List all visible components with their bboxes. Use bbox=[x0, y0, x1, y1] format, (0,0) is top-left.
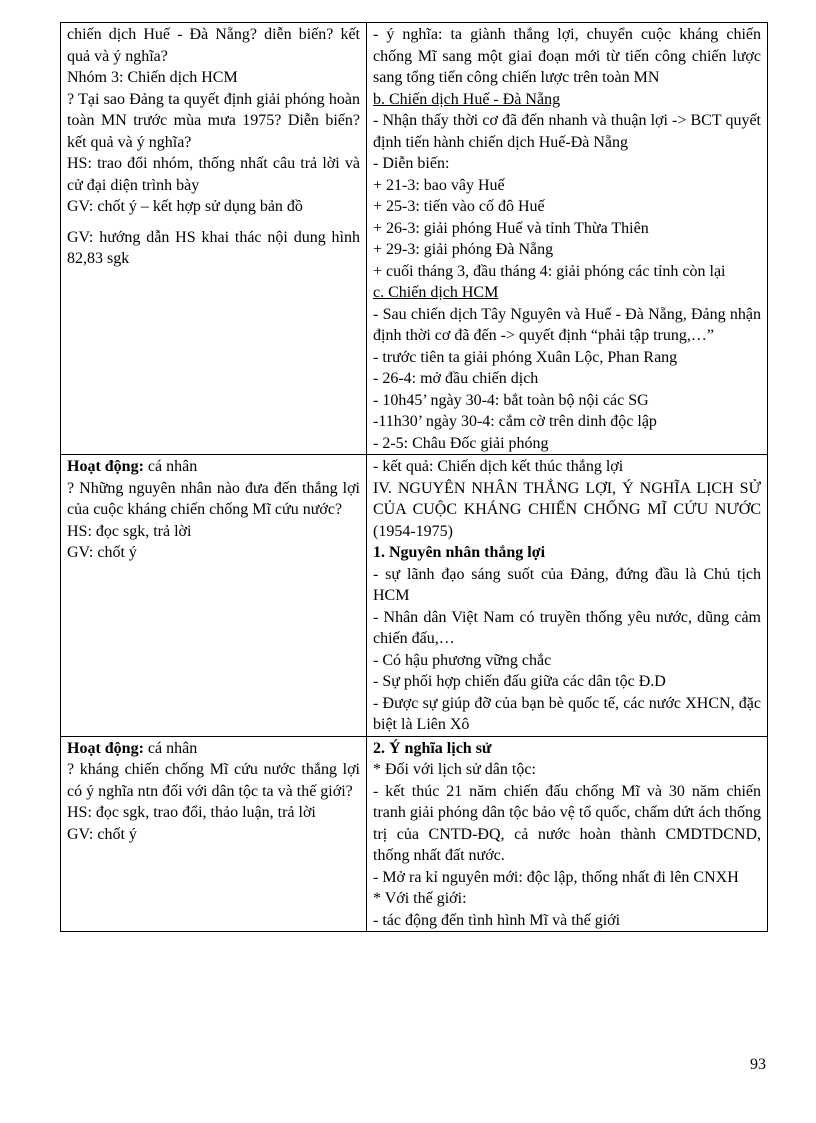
teacher-activity-cell bbox=[61, 736, 367, 932]
activity-label: Hoạt động: bbox=[67, 739, 144, 757]
content-cell bbox=[367, 455, 768, 737]
subsection-heading: 1. Nguyên nhân thắng lợi bbox=[373, 544, 546, 561]
cell-line: - tác động đến tình hình Mĩ và thế giới bbox=[373, 911, 621, 929]
cell-line: ? kháng chiến chống Mĩ cứu nước thắng lợi có ý nghĩa ntn đối với dân tộc ta và thế giới? bbox=[67, 761, 360, 800]
table-row bbox=[61, 736, 768, 932]
section-heading: IV. NGUYÊN NHÂN THẮNG LỢI, Ý NGHĨA LỊCH SỬ CỦA CUỘC KHÁNG CHIẾN CHỐNG MĨ CỨU NƯỚC (1954-1975) bbox=[373, 479, 761, 540]
activity-label: Hoạt động: bbox=[67, 458, 144, 475]
cell-line: - Diễn biến: bbox=[373, 155, 450, 172]
section-heading: c. Chiến dịch HCM bbox=[373, 284, 499, 301]
activity-heading bbox=[67, 738, 360, 760]
cell-line: HS: trao đổi nhóm, thống nhất câu trả lời và cử đại diện trình bày bbox=[67, 155, 360, 194]
cell-line: ? Tại sao Đảng ta quyết định giải phóng hoàn toàn MN trước mùa mưa 1975? Diễn biến? kết quả và ý nghĩa? bbox=[67, 90, 360, 151]
table-row bbox=[61, 455, 768, 737]
activity-label-rest: cá nhân bbox=[143, 458, 198, 475]
content-cell bbox=[367, 736, 768, 932]
cell-line: - 10h45’ ngày 30-4: bắt toàn bộ nội các SG bbox=[373, 391, 649, 409]
cell-line: chiến dịch Huế - Đà Nẵng? diễn biến? kết quả và ý nghĩa? bbox=[67, 26, 360, 65]
activity-label-rest: cá nhân bbox=[143, 739, 198, 757]
cell-line: + 21-3: bao vây Huế bbox=[373, 176, 505, 194]
cell-line: + cuối tháng 3, đầu tháng 4: giải phóng các tỉnh còn lại bbox=[373, 262, 726, 280]
cell-line: - Mở ra kỉ nguyên mới: độc lập, thống nhất đi lên CNXH bbox=[373, 868, 739, 886]
subsection-heading: 2. Ý nghĩa lịch sử bbox=[373, 739, 492, 757]
content-cell bbox=[367, 23, 768, 455]
section-heading: b. Chiến dịch Huế - Đà Nẵng bbox=[373, 90, 561, 108]
cell-line: - Có hậu phương vững chắc bbox=[373, 651, 552, 669]
cell-line: - 26-4: mở đầu chiến dịch bbox=[373, 370, 539, 387]
lesson-table bbox=[60, 22, 768, 932]
cell-line: + 25-3: tiến vào cố đô Huế bbox=[373, 198, 545, 215]
cell-line: - Sự phối hợp chiến đấu giữa các dân tộc Đ.D bbox=[373, 673, 666, 690]
cell-line: - kết thúc 21 năm chiến đấu chống Mĩ và 30 năm chiến tranh giải phóng dân tộc bảo vệ tổ quốc, chấm dứt ách thống trị của CNTD-ĐQ, cả nước hoàn thành CMDTDCND, thống nhất đất nước. bbox=[373, 782, 761, 864]
cell-line: HS: đọc sgk, trả lời bbox=[67, 522, 192, 540]
cell-line: - sự lãnh đạo sáng suốt của Đảng, đứng đầu là Chủ tịch HCM bbox=[373, 565, 761, 604]
teacher-activity-cell bbox=[61, 23, 367, 455]
activity-heading bbox=[67, 456, 360, 478]
cell-line: GV: chốt ý bbox=[67, 544, 137, 561]
cell-line: + 26-3: giải phóng Huế và tỉnh Thừa Thiên bbox=[373, 219, 649, 237]
cell-line: Nhóm 3: Chiến dịch HCM bbox=[67, 69, 238, 86]
cell-line: -11h30’ ngày 30-4: cắm cờ trên dinh độc lập bbox=[373, 413, 657, 430]
cell-line: - Sau chiến dịch Tây Nguyên và Huế - Đà Nẵng, Đảng nhận định thời cơ đã đến -> quyết định “phải tập trung,…” bbox=[373, 305, 761, 344]
cell-line: * Với thế giới: bbox=[373, 890, 467, 907]
cell-line: + 29-3: giải phóng Đà Nẵng bbox=[373, 241, 554, 258]
cell-line: - Nhận thấy thời cơ đã đến nhanh và thuận lợi -> BCT quyết định tiến hành chiến dịch Huế-Đà Nẵng bbox=[373, 112, 761, 151]
cell-line: - ý nghĩa: ta giành thắng lợi, chuyển cuộc kháng chiến chống Mĩ sang một giai đoạn mới từ tiến công chiến lược sang tổng tiến công chiến lược trên toàn MN bbox=[373, 26, 761, 86]
cell-line: - Nhân dân Việt Nam có truyền thống yêu nước, dũng cảm chiến đấu,… bbox=[373, 608, 761, 647]
teacher-activity-cell bbox=[61, 455, 367, 737]
cell-line: HS: đọc sgk, trao đổi, thảo luận, trả lời bbox=[67, 804, 316, 821]
cell-line: - 2-5: Châu Đốc giải phóng bbox=[373, 434, 549, 452]
cell-line: GV: hướng dẫn HS khai thác nội dung hình 82,83 sgk bbox=[67, 228, 360, 267]
cell-line: * Đối với lịch sử dân tộc: bbox=[373, 761, 536, 778]
cell-line: - kết quả: Chiến dịch kết thúc thắng lợi bbox=[373, 458, 624, 475]
cell-line: GV: chốt ý bbox=[67, 825, 137, 843]
table-row bbox=[61, 23, 768, 455]
cell-line: ? Những nguyên nhân nào đưa đến thắng lợi của cuộc kháng chiến chống Mĩ cứu nước? bbox=[67, 479, 360, 518]
page-number: 93 bbox=[750, 1056, 766, 1073]
cell-line: - trước tiên ta giải phóng Xuân Lộc, Phan Rang bbox=[373, 348, 678, 366]
cell-line: - Được sự giúp đỡ của bạn bè quốc tế, các nước XHCN, đặc biệt là Liên Xô bbox=[373, 694, 761, 733]
cell-line: GV: chốt ý – kết hợp sử dụng bản đồ bbox=[67, 198, 303, 215]
